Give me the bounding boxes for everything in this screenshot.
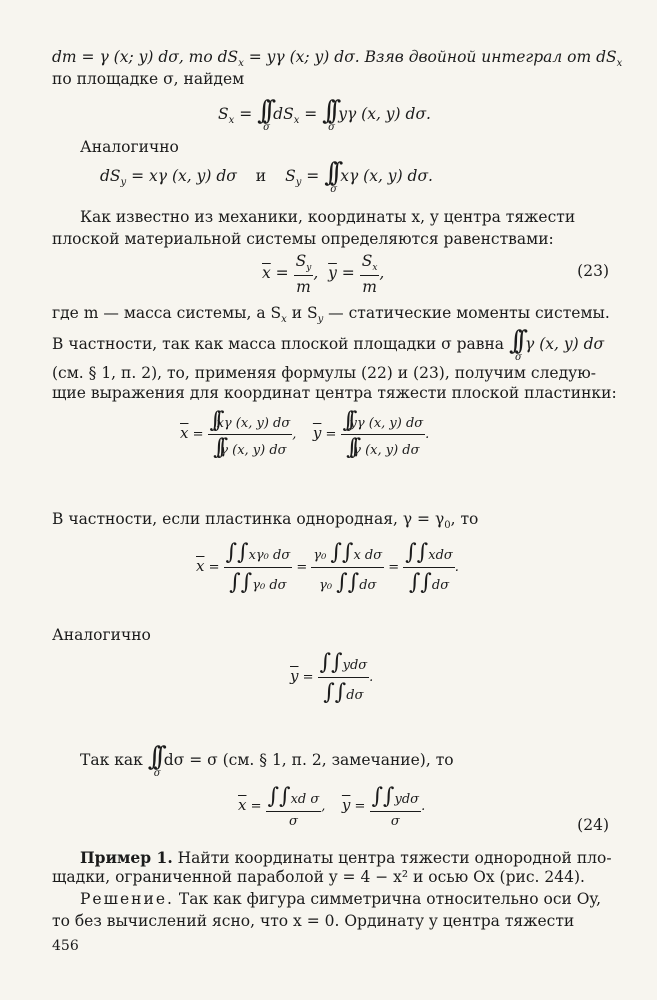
numerator: xγ₀ dσ (248, 548, 291, 563)
solution-title: Решение. (80, 890, 174, 908)
denominator: γ (x, y) dσ (353, 443, 420, 458)
numerator: S (361, 252, 373, 270)
eq-part: = (301, 167, 325, 185)
subscript: y (317, 314, 324, 326)
fraction (341, 410, 426, 459)
double-integral: ∫∫ σ (322, 96, 335, 133)
integral-domain: σ (515, 352, 522, 363)
text: Как известно из механики, координаты x, y центра тяжести (80, 208, 576, 226)
subscript: y (120, 177, 127, 189)
eq-part: S (218, 105, 229, 123)
fraction (360, 252, 380, 296)
equation-sx (218, 96, 431, 133)
numerator: ydσ (342, 658, 368, 673)
gamma: γ₀ (319, 578, 333, 593)
equation-centroid: $\overline{x}$ = $\frac{\int\int x\gamma (x, y) d\sigma}{\int\int\gamma (x, y) d\sigma}$ , $\overline{y}$ = $\frac{\int\int y\gamma (x, y) d\sigma}{\int\int\gamma (x, y) d\sigma}$ . (180, 408, 430, 460)
denominator: γ₀ dσ (252, 578, 287, 593)
fraction: ∫∫xdσ ∫∫dσ (405, 540, 453, 595)
text: Так как фигура симметрична относительно оси Oy, (173, 890, 602, 908)
paragraph-2c (52, 364, 596, 382)
fraction: $\frac{\text{∫∫xd σ}}{\sigma}$ (267, 784, 320, 829)
text: , то (450, 510, 479, 528)
equation-ybar: $\overline{y}$ = ∫∫ydσ ∫∫dσ . (290, 650, 374, 705)
equation-homogeneous: $\overline{x}$ = $\frac{\text{∫∫xγ₀ dσ}}{\text{∫∫γ₀ dσ}}$ = $\frac{\text{γ₀ ∫∫x dσ}}{\text{γ₀ ∫∫dσ}}$ = ∫∫xdσ ∫∫dσ . (196, 540, 459, 595)
y-bar: $\overline{y}$ (290, 667, 299, 685)
integral-domain: σ (263, 122, 270, 133)
page-number-text: 456 (52, 938, 79, 954)
text: где m — масса системы, а S (52, 304, 282, 322)
integral-domain: σ (328, 122, 335, 133)
y-bar: $\overline{y}$ (328, 264, 337, 283)
eq-part: = (270, 264, 294, 283)
eq-part: = (336, 264, 360, 283)
text-line-2 (52, 70, 244, 88)
y-bar: $\overline{y}$ (341, 796, 351, 814)
numerator: S (295, 252, 307, 270)
denominator: σ (289, 814, 298, 829)
paragraph-1b (52, 230, 554, 248)
subscript: x (281, 314, 287, 326)
denominator: m (362, 278, 377, 297)
numerator: x dσ (353, 548, 383, 563)
double-integral: ∫∫ (213, 435, 221, 460)
numerator: xγ (x, y) dσ (216, 416, 291, 431)
eq-part: xγ (x, y) dσ. (340, 167, 433, 185)
text: Аналогично (52, 626, 151, 644)
numerator: xd σ (290, 792, 320, 807)
eq-part: dS (273, 105, 294, 123)
analog-2 (52, 626, 151, 644)
equation-sy (100, 158, 433, 195)
double-integral: ∫∫ σ (257, 96, 270, 133)
page-number (52, 938, 79, 954)
text: (см. § 1, п. 2), то, применяя формулы (22) и (23), получим следую- (52, 364, 596, 382)
text: В частности, если пластинка однородная, γ = γ (52, 510, 445, 528)
example-title: Пример 1. (80, 848, 173, 867)
text-line-1 (52, 48, 622, 69)
eq-number: (24) (577, 816, 609, 834)
denominator: γ (x, y) dσ (220, 443, 287, 458)
equation-number-23 (577, 262, 609, 280)
subscript: y (306, 263, 312, 274)
text: dσ = σ (см. § 1, п. 2, замечание), то (163, 751, 454, 769)
subscript: x (372, 263, 378, 274)
fraction: ∫∫ydσ σ (371, 784, 420, 829)
eq-part: = xγ (x, y) dσ (126, 167, 237, 185)
subscript: 0 (444, 520, 451, 532)
subscript: x (238, 58, 244, 70)
paragraph-3 (52, 510, 478, 531)
eq-part: dS (100, 167, 121, 185)
double-integral: ∫∫ σ (147, 742, 161, 779)
comma: , (379, 264, 385, 283)
subscript: y (295, 177, 302, 189)
fraction: $\frac{\text{∫∫xγ₀ dσ}}{\text{∫∫γ₀ dσ}}$ (225, 540, 291, 595)
text: Найти координаты центра тяжести однородной пло- (172, 849, 612, 867)
eq-part: S (285, 167, 296, 185)
text: dm = γ (x; y) dσ, то dS (52, 48, 239, 66)
integral-domain: σ (330, 184, 338, 195)
numerator: ydσ (394, 792, 420, 807)
text: и S (286, 304, 318, 322)
fraction (208, 410, 293, 459)
double-integral: ∫∫ (346, 435, 354, 460)
y-bar: $\overline{y}$ (312, 424, 322, 442)
text: — статические моменты системы. (323, 304, 610, 322)
integral-domain: σ (153, 768, 161, 779)
x-bar: $\overline{x}$ (180, 424, 189, 442)
subscript: x (228, 115, 235, 127)
denominator: dσ (346, 688, 364, 703)
subscript: x (293, 115, 300, 127)
denominator: dσ (431, 578, 450, 593)
text: В частности, так как масса плоской площадки σ равна (52, 335, 505, 353)
comma: , (313, 264, 319, 283)
analog-1 (80, 138, 179, 156)
double-integral: ∫∫ σ (324, 158, 338, 195)
x-bar: $\overline{x}$ (262, 264, 271, 283)
text: щие выражения для координат центра тяжести плоской пластинки: (52, 384, 617, 402)
text: = yγ (x; y) dσ. Взяв двойной интеграл от dS (243, 48, 617, 66)
x-bar: $\overline{x}$ (238, 796, 247, 814)
eq-part: = (299, 105, 323, 123)
text: Так как (80, 751, 143, 769)
subscript: x (616, 58, 623, 70)
text: по площадке σ, найдем (52, 70, 245, 88)
solution-line-2 (52, 912, 574, 930)
eq-part: = (234, 105, 258, 123)
double-integral: ∫∫ σ (509, 326, 522, 363)
text: щадки, ограниченной параболой y = 4 − x² и осью Ox (рис. 244). (52, 868, 585, 886)
paragraph-2a (52, 304, 610, 325)
fraction: $\frac{\text{γ₀ ∫∫x dσ}}{\text{γ₀ ∫∫dσ}}$ (313, 540, 383, 595)
gamma: γ₀ (313, 548, 327, 563)
conjunction: и (255, 167, 267, 185)
numerator: xdσ (428, 548, 453, 563)
eq-part: yγ (x, y) dσ. (338, 105, 431, 123)
equation-23 (262, 252, 384, 296)
double-integral: ∫∫ (209, 408, 217, 433)
example-line-1 (80, 848, 612, 867)
fraction (294, 252, 314, 296)
paragraph-1a (80, 208, 575, 226)
text: то без вычислений ясно, что x = 0. Ординату y центра тяжести (52, 912, 575, 930)
eq-number: (23) (577, 262, 609, 280)
equation-number-24 (577, 816, 609, 834)
denominator: σ (390, 814, 400, 829)
equation-24: $\overline{x}$ = $\frac{\text{∫∫xd σ}}{\sigma}$ , $\overline{y}$ = ∫∫ydσ σ . (238, 784, 426, 829)
paragraph-2d (52, 384, 617, 402)
fraction: ∫∫ydσ ∫∫dσ (319, 650, 368, 705)
example-line-2 (52, 868, 585, 886)
text: γ (x, y) dσ (525, 335, 605, 353)
paragraph-4 (80, 742, 454, 779)
double-integral: ∫∫ (342, 408, 350, 433)
numerator: yγ (x, y) dσ (349, 416, 424, 431)
x-bar: $\overline{x}$ (196, 557, 205, 575)
denominator: m (296, 278, 311, 297)
denominator: dσ (359, 578, 377, 593)
solution-line-1 (80, 890, 601, 908)
text: плоской материальной системы определяются равенствами: (52, 230, 554, 248)
text: Аналогично (80, 138, 179, 156)
paragraph-2b (52, 326, 605, 363)
